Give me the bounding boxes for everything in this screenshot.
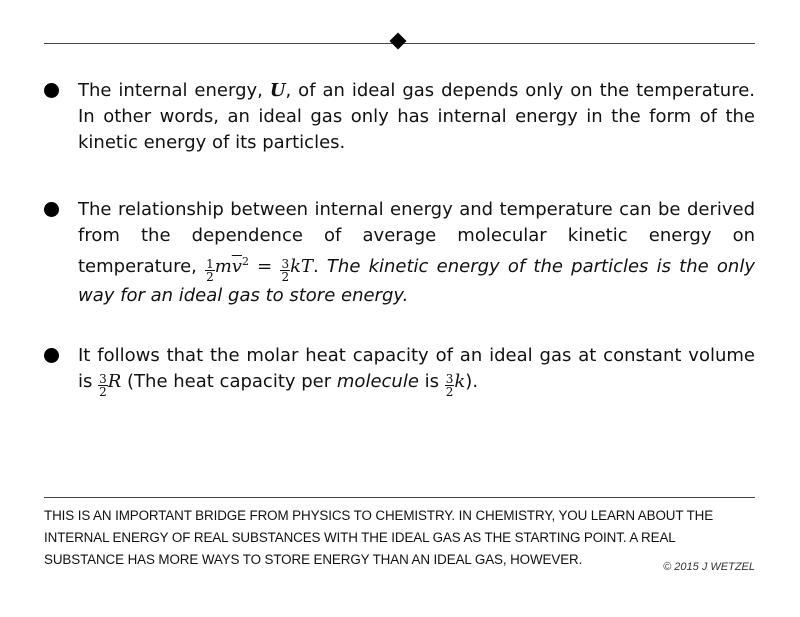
- bullet-text: [78, 343, 755, 398]
- text-run: .: [313, 256, 319, 277]
- footer-note: THIS IS AN IMPORTANT BRIDGE FROM PHYSICS TO CHEMISTRY. IN CHEMISTRY, YOU LEARN ABOUT THE INTERNAL ENERGY OF REAL SUBSTANCES WITH THE IDEAL GAS AS THE STARTING POINT. A REAL SUBSTANCE HAS MORE WAYS TO STORE ENERGY THAN AN IDEAL GAS, HOWEVER.: [44, 508, 714, 567]
- fraction-one-half: [205, 258, 215, 283]
- text-run: The relationship between internal energy and temperature can be derived from the dependence of average molecular kinetic energy on temperature,: [78, 199, 755, 277]
- fraction-denominator: 2: [281, 270, 290, 284]
- text-run: The internal energy,: [78, 80, 270, 101]
- bullet-heat-capacity: [44, 343, 755, 398]
- text-run: ).: [465, 371, 479, 392]
- fraction-three-halves: [98, 373, 108, 398]
- bullet-dot-icon: [44, 348, 59, 363]
- italic-emphasis: The kinetic energy of the particles is the only way for an ideal gas to store energy.: [78, 256, 755, 306]
- fraction-denominator: 2: [206, 270, 214, 284]
- bullet-dot-icon: [44, 83, 59, 98]
- exponent: 2: [241, 255, 249, 268]
- fraction-denominator: 2: [99, 385, 107, 399]
- bullet-dot-icon: [44, 202, 59, 217]
- italic-molecule: molecule: [336, 371, 419, 392]
- symbol-U: U: [269, 80, 286, 101]
- fraction-three-halves: [445, 373, 455, 398]
- fraction-numerator: 3: [99, 372, 107, 386]
- symbol-v-bar: $\overline{v}$: [231, 256, 242, 277]
- symbol-kT: kT: [290, 256, 313, 277]
- fraction-three-halves: [280, 258, 290, 283]
- bottom-divider: [44, 497, 755, 498]
- text-run: is: [418, 371, 445, 392]
- fraction-numerator: 3: [281, 257, 290, 271]
- diamond-ornament-icon: [390, 33, 407, 50]
- copyright: © 2015 J WETZEL: [663, 561, 755, 573]
- bullet-text: [78, 197, 755, 309]
- fraction-numerator: 3: [445, 372, 454, 386]
- bullet-internal-energy: [44, 78, 755, 156]
- text-run: (The heat capacity per: [121, 371, 337, 392]
- symbol-k: k: [454, 371, 466, 392]
- symbol-m: m: [214, 256, 232, 277]
- text-run: It follows that the molar heat capacity of an ideal gas at constant volume is: [78, 345, 755, 392]
- bullet-relationship: [44, 197, 755, 309]
- equals-sign: =: [248, 256, 281, 277]
- text-run: , of an ideal gas depends only on the temperature. In other words, an ideal gas only has internal energy in the form of the kinetic energy of its particles.: [78, 80, 755, 153]
- fraction-numerator: 1: [206, 257, 214, 271]
- fraction-denominator: 2: [445, 385, 454, 399]
- symbol-R: R: [107, 371, 122, 392]
- bullet-text: [78, 78, 755, 156]
